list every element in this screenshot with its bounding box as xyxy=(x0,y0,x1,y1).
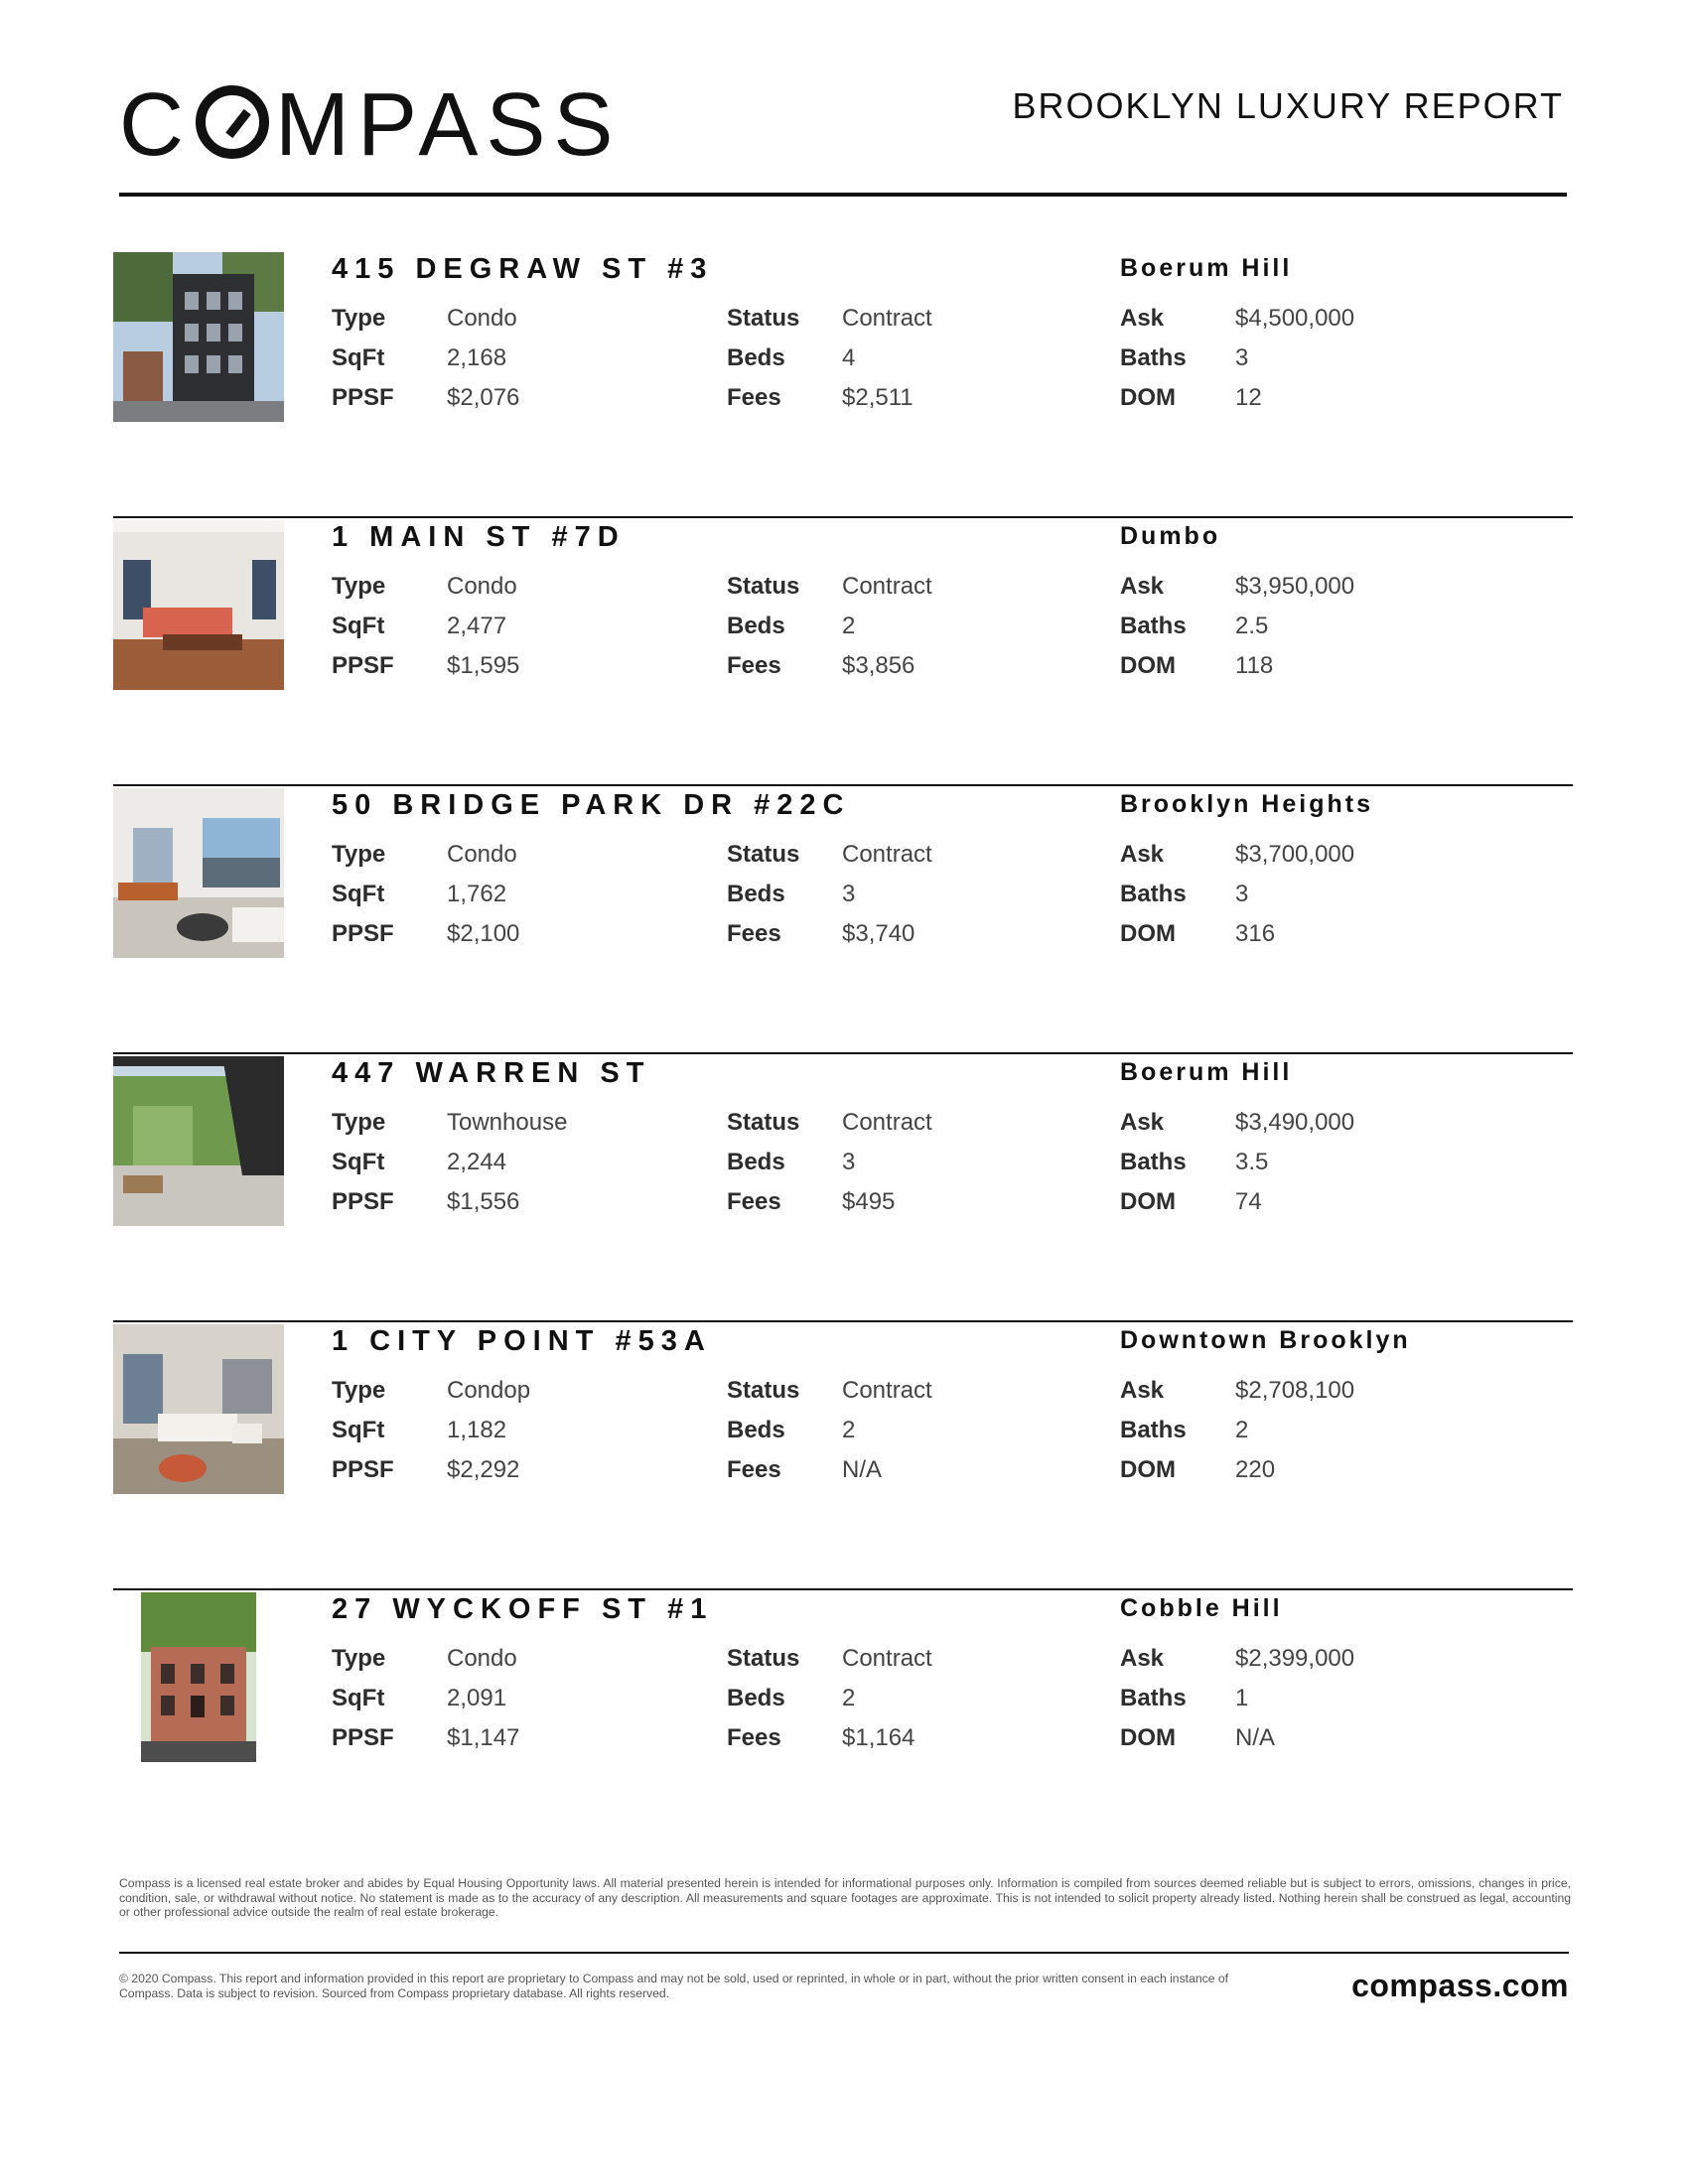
brownstone-exterior-photo[interactable] xyxy=(141,1592,256,1762)
sqft-value: 1,182 xyxy=(447,1417,507,1443)
disclaimer-text: Compass is a licensed real estate broker and abides by Equal Housing Opportunity laws. All material presented herein is intended for informational purposes only. Information is compiled from sources deemed reliable but is subject to errors, omissions, changes in price, condition, sale, or withdrawal without notice. No statement is made as to the accuracy of any description. All measurements and square footages are approximate. This is not intended to solicit property already listed. Nothing herein shall be construed as legal, accounting or other professional advice outside the realm of real estate brokerage. xyxy=(119,1876,1571,1919)
ppsf-value: $2,292 xyxy=(447,1456,520,1483)
beds-value: 2 xyxy=(842,1685,856,1711)
listing-divider xyxy=(113,784,1573,786)
listing-divider xyxy=(113,1320,1573,1322)
website-link[interactable]: compass.com xyxy=(1351,1968,1569,2003)
header-divider xyxy=(119,193,1567,197)
fees-label: Fees xyxy=(727,1724,781,1751)
dom-label: DOM xyxy=(1120,1188,1176,1215)
listing-divider xyxy=(113,1052,1573,1054)
footer-divider xyxy=(119,1952,1569,1954)
status-label: Status xyxy=(727,1377,800,1404)
ask-label: Ask xyxy=(1120,1109,1165,1136)
listing-neighborhood: Cobble Hill xyxy=(1120,1594,1283,1622)
beds-label: Beds xyxy=(727,613,785,639)
type-value: Condo xyxy=(447,1645,517,1672)
ppsf-label: PPSF xyxy=(332,1456,394,1483)
dom-label: DOM xyxy=(1120,384,1176,411)
status-label: Status xyxy=(727,573,800,600)
sqft-value: 2,091 xyxy=(447,1685,507,1711)
baths-value: 3.5 xyxy=(1235,1149,1269,1175)
ask-value: $2,399,000 xyxy=(1235,1645,1355,1672)
living-room-view-photo[interactable] xyxy=(113,788,284,958)
type-label: Type xyxy=(332,573,386,600)
ppsf-label: PPSF xyxy=(332,652,394,679)
ppsf-label: PPSF xyxy=(332,1188,394,1215)
status-label: Status xyxy=(727,841,800,868)
beds-value: 2 xyxy=(842,613,856,639)
dom-value: 220 xyxy=(1235,1456,1276,1483)
status-value: Contract xyxy=(842,1377,932,1404)
listing-card[interactable] xyxy=(113,1324,1573,1590)
baths-label: Baths xyxy=(1120,344,1187,371)
ask-label: Ask xyxy=(1120,1645,1165,1672)
compass-o-icon xyxy=(196,85,269,159)
sqft-label: SqFt xyxy=(332,344,385,371)
baths-label: Baths xyxy=(1120,1417,1187,1443)
baths-value: 3 xyxy=(1235,881,1249,907)
sqft-value: 1,762 xyxy=(447,881,507,907)
type-value: Condo xyxy=(447,573,517,600)
dom-value: 12 xyxy=(1235,384,1262,411)
ppsf-value: $1,147 xyxy=(447,1724,520,1751)
fees-value: $3,740 xyxy=(842,920,915,947)
fees-value: $1,164 xyxy=(842,1724,915,1751)
baths-label: Baths xyxy=(1120,881,1187,907)
ppsf-label: PPSF xyxy=(332,1724,394,1751)
listing-address[interactable]: 447 WARREN ST xyxy=(332,1057,651,1089)
status-value: Contract xyxy=(842,305,932,332)
type-label: Type xyxy=(332,841,386,868)
garden-patio-photo[interactable] xyxy=(113,1056,284,1226)
dom-value: N/A xyxy=(1235,1724,1276,1751)
beds-value: 3 xyxy=(842,1149,856,1175)
status-label: Status xyxy=(727,305,800,332)
ask-value: $4,500,000 xyxy=(1235,305,1355,332)
ask-label: Ask xyxy=(1120,573,1165,600)
listing-card[interactable] xyxy=(113,788,1573,1054)
fees-label: Fees xyxy=(727,1188,781,1215)
type-label: Type xyxy=(332,1109,386,1136)
baths-label: Baths xyxy=(1120,613,1187,639)
ask-value: $3,490,000 xyxy=(1235,1109,1355,1136)
listing-neighborhood: Boerum Hill xyxy=(1120,254,1293,282)
listing-neighborhood: Dumbo xyxy=(1120,522,1221,550)
fees-label: Fees xyxy=(727,384,781,411)
compass-logo[interactable]: C MPASS xyxy=(119,75,622,175)
type-label: Type xyxy=(332,1377,386,1404)
beds-label: Beds xyxy=(727,1417,785,1443)
dom-label: DOM xyxy=(1120,1724,1176,1751)
sqft-value: 2,244 xyxy=(447,1149,507,1175)
fees-value: $3,856 xyxy=(842,652,915,679)
listing-card[interactable] xyxy=(113,252,1573,518)
dom-label: DOM xyxy=(1120,652,1176,679)
baths-value: 2.5 xyxy=(1235,613,1269,639)
beds-label: Beds xyxy=(727,1149,785,1175)
dom-value: 118 xyxy=(1235,652,1274,679)
sqft-label: SqFt xyxy=(332,1685,385,1711)
copyright-text: © 2020 Compass. This report and information provided in this report are proprietary to Compass and may not be sold, used or reprinted, in whole or in part, without the prior written consent in each instance of Compass. Data is subject to revision. Sourced from Compass proprietary database. All rights reserved. xyxy=(119,1972,1229,2000)
status-value: Contract xyxy=(842,573,932,600)
baths-label: Baths xyxy=(1120,1685,1187,1711)
status-value: Contract xyxy=(842,1645,932,1672)
beds-label: Beds xyxy=(727,344,785,371)
listing-address[interactable]: 50 BRIDGE PARK DR #22C xyxy=(332,789,851,821)
ppsf-value: $2,100 xyxy=(447,920,520,947)
fees-value: N/A xyxy=(842,1456,883,1483)
status-label: Status xyxy=(727,1109,800,1136)
baths-value: 1 xyxy=(1235,1685,1249,1711)
sqft-label: SqFt xyxy=(332,1149,385,1175)
status-value: Contract xyxy=(842,841,932,868)
ppsf-value: $1,595 xyxy=(447,652,520,679)
listing-neighborhood: Boerum Hill xyxy=(1120,1058,1293,1086)
sqft-value: 2,168 xyxy=(447,344,507,371)
listing-divider xyxy=(113,1588,1573,1590)
fees-label: Fees xyxy=(727,652,781,679)
type-value: Townhouse xyxy=(447,1109,568,1136)
type-value: Condop xyxy=(447,1377,531,1404)
type-label: Type xyxy=(332,305,386,332)
report-title: BROOKLYN LUXURY REPORT xyxy=(1012,85,1564,126)
ask-label: Ask xyxy=(1120,305,1165,332)
fees-value: $495 xyxy=(842,1188,896,1215)
listing-divider xyxy=(113,516,1573,518)
beds-value: 2 xyxy=(842,1417,856,1443)
listing-address[interactable]: 415 DEGRAW ST #3 xyxy=(332,253,714,285)
listing-neighborhood: Brooklyn Heights xyxy=(1120,790,1373,818)
beds-value: 4 xyxy=(842,344,856,371)
fees-value: $2,511 xyxy=(842,384,914,411)
sqft-label: SqFt xyxy=(332,613,385,639)
ask-label: Ask xyxy=(1120,1377,1165,1404)
ppsf-label: PPSF xyxy=(332,384,394,411)
dom-label: DOM xyxy=(1120,920,1176,947)
baths-label: Baths xyxy=(1120,1149,1187,1175)
listing-card[interactable] xyxy=(113,1056,1573,1322)
dom-value: 74 xyxy=(1235,1188,1262,1215)
fees-label: Fees xyxy=(727,920,781,947)
ppsf-label: PPSF xyxy=(332,920,394,947)
fees-label: Fees xyxy=(727,1456,781,1483)
sqft-label: SqFt xyxy=(332,881,385,907)
beds-label: Beds xyxy=(727,1685,785,1711)
ask-value: $2,708,100 xyxy=(1235,1377,1355,1404)
ask-label: Ask xyxy=(1120,841,1165,868)
ppsf-value: $2,076 xyxy=(447,384,520,411)
listing-address[interactable]: 1 CITY POINT #53A xyxy=(332,1325,712,1357)
sqft-value: 2,477 xyxy=(447,613,507,639)
sqft-label: SqFt xyxy=(332,1417,385,1443)
status-value: Contract xyxy=(842,1109,932,1136)
ppsf-value: $1,556 xyxy=(447,1188,520,1215)
ask-value: $3,700,000 xyxy=(1235,841,1355,868)
dom-value: 316 xyxy=(1235,920,1276,947)
loft-living-room-photo[interactable] xyxy=(113,520,284,690)
listing-address[interactable]: 1 MAIN ST #7D xyxy=(332,521,626,553)
baths-value: 2 xyxy=(1235,1417,1249,1443)
type-value: Condo xyxy=(447,841,517,868)
beds-label: Beds xyxy=(727,881,785,907)
type-label: Type xyxy=(332,1645,386,1672)
ask-value: $3,950,000 xyxy=(1235,573,1355,600)
type-value: Condo xyxy=(447,305,517,332)
listing-neighborhood: Downtown Brooklyn xyxy=(1120,1326,1411,1354)
report-header xyxy=(119,69,1569,175)
beds-value: 3 xyxy=(842,881,856,907)
exterior-building-photo[interactable] xyxy=(113,252,284,422)
modern-living-room-photo[interactable] xyxy=(113,1324,284,1494)
listing-card[interactable] xyxy=(113,1592,1573,1858)
listing-card[interactable] xyxy=(113,520,1573,786)
listing-address[interactable]: 27 WYCKOFF ST #1 xyxy=(332,1593,714,1625)
status-label: Status xyxy=(727,1645,800,1672)
baths-value: 3 xyxy=(1235,344,1249,371)
dom-label: DOM xyxy=(1120,1456,1176,1483)
